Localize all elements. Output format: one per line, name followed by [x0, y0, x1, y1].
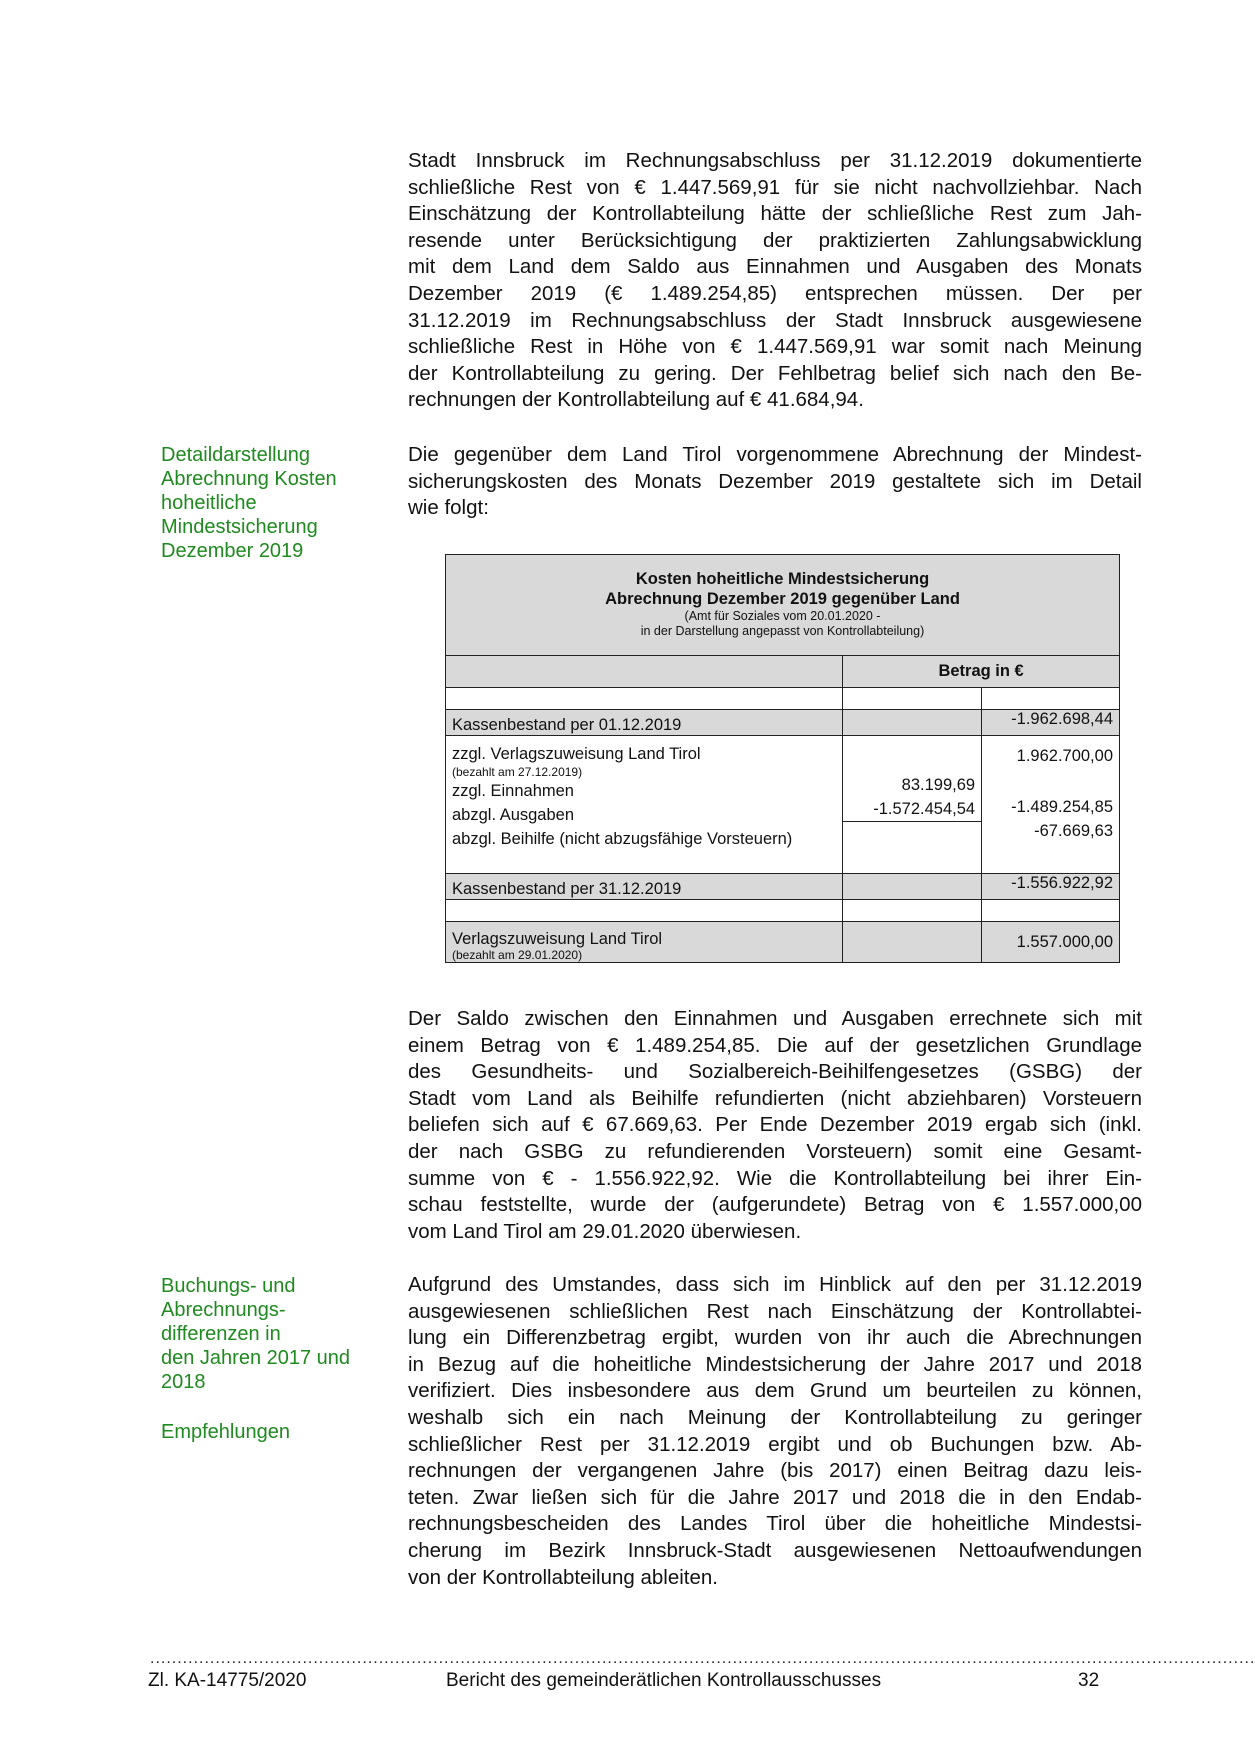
table-row: [446, 736, 1120, 874]
row-label: zzgl. Verlagszuweisung Land Tirol: [452, 745, 701, 763]
text-line: rechnungen der Kontrollabteilung auf € 41.684,94.: [408, 388, 864, 412]
side-note-buchungsdifferenzen: [161, 1274, 371, 1394]
text-line: sicherungskosten des Monats Dezember 2019 gestaltete sich im Detail: [408, 469, 1142, 493]
side-note-line: differenzen in: [161, 1323, 281, 1345]
sub-value: -1.572.454,54: [843, 797, 981, 822]
text-line: wie folgt:: [408, 496, 489, 520]
row-note: (bezahlt am 29.01.2020): [452, 948, 583, 962]
text-line: 31.12.2019 im Rechnungsabschluss der Stadt Innsbruck ausgewiesene: [408, 308, 1142, 332]
text-line: von der Kontrollabteilung ableiten.: [408, 1565, 718, 1589]
side-note-detaildarstellung: [161, 443, 371, 563]
text-line: lung ein Differenzbetrag ergibt, wurden von ihr auch die Abrechnungen: [408, 1326, 1142, 1350]
text-line: weshalb sich ein nach Meinung der Kontrollabteilung zu geringer: [408, 1405, 1142, 1429]
column-header-betrag: Betrag in €: [843, 656, 1120, 688]
side-note-line: Abrechnungs-: [161, 1299, 286, 1321]
text-line: Der Saldo zwischen den Einnahmen und Ausgaben errechnete sich mit: [408, 1007, 1142, 1030]
text-line: Einschätzung der Kontrollabteilung hätte der schließliche Rest zum Jah-: [408, 202, 1142, 226]
paragraph-4: [408, 1272, 1142, 1591]
text-line: Stadt Innsbruck im Rechnungsabschluss per 31.12.2019 dokumentierte: [408, 149, 1142, 172]
sub-value: 83.199,69: [901, 776, 976, 794]
table-row: [446, 710, 1120, 736]
table-header: [446, 555, 1120, 656]
paragraph-1: [408, 148, 1142, 414]
text-line: schließliche Rest in Höhe von € 1.447.569,91 war somit nach Meinung: [408, 335, 1142, 359]
text-line: verifiziert. Dies insbesondere aus dem Grund um beurteilen zu können,: [408, 1379, 1142, 1403]
table-title-2: Abrechnung Dezember 2019 gegenüber Land: [605, 590, 960, 608]
side-note-line: Buchungs- und: [161, 1275, 296, 1297]
table-title-1: Kosten hoheitliche Mindestsicherung: [635, 570, 930, 588]
paragraph-3: [408, 1006, 1142, 1245]
footer-divider: ...........................................................................................................................................................................................................: [150, 1650, 1255, 1667]
side-note-line: Empfehlungen: [161, 1421, 290, 1443]
side-note-line: Abrechnung Kosten: [161, 468, 337, 490]
text-line: der nach GSBG zu refundierenden Vorsteuern) somit eine Gesamt-: [408, 1139, 1142, 1163]
row-label: zzgl. Einnahmen: [452, 782, 574, 800]
text-line: einem Betrag von € 1.489.254,85. Die auf der gesetzlichen Grundlage: [408, 1033, 1142, 1057]
page-number: 32: [1078, 1670, 1100, 1691]
text-line: rechnungsbescheiden des Landes Tirol über die hoheitliche Mindestsi-: [408, 1512, 1142, 1536]
row-value: -1.962.698,44: [982, 710, 1120, 736]
side-note-line: Mindestsicherung: [161, 516, 318, 538]
row-value: -1.556.922,92: [982, 874, 1120, 900]
footer-reference: Zl. KA-14775/2020: [148, 1670, 307, 1691]
text-line: cherung im Bezirk Innsbruck-Stadt ausgewiesenen Nettoaufwendungen: [408, 1538, 1142, 1562]
table-subtitle-1: (Amt für Soziales vom 20.01.2020 -: [684, 609, 881, 623]
row-value: -1.489.254,85: [1011, 798, 1113, 816]
text-line: schließliche Rest von € 1.447.569,91 für sie nicht nachvollziehbar. Nach: [408, 175, 1142, 199]
table-row: [446, 922, 1120, 963]
row-value: 1.557.000,00: [982, 922, 1120, 963]
text-line: Stadt vom Land als Beihilfe refundierten (nicht abziehbaren) Vorsteuern: [408, 1086, 1142, 1110]
table-row: [446, 874, 1120, 900]
side-note-line: 2018: [161, 1371, 206, 1393]
text-line: rechnungen der vergangenen Jahre (bis 2017) einen Beitrag dazu leis-: [408, 1459, 1142, 1483]
text-line: Dezember 2019 (€ 1.489.254,85) entsprechen müssen. Der per: [408, 281, 1142, 305]
text-line: in Bezug auf die hoheitliche Mindestsicherung der Jahre 2017 und 2018: [408, 1352, 1142, 1376]
row-label: abzgl. Ausgaben: [452, 806, 575, 824]
text-line: des Gesundheits- und Sozialbereich-Beihilfengesetzes (GSBG) der: [408, 1060, 1142, 1084]
cost-table: [445, 554, 1120, 963]
row-label: Kassenbestand per 31.12.2019: [446, 874, 843, 900]
text-line: schließlicher Rest per 31.12.2019 ergibt und ob Buchungen bzw. Ab-: [408, 1432, 1142, 1456]
side-note-line: den Jahren 2017 und: [161, 1347, 351, 1369]
text-line: schau feststellte, wurde der (aufgerundete) Betrag von € 1.557.000,00: [408, 1193, 1142, 1217]
side-note-line: Detaildarstellung: [161, 444, 310, 466]
row-label: Verlagszuweisung Land Tirol: [452, 930, 663, 948]
table-subtitle-2: in der Darstellung angepasst von Kontrollabteilung): [640, 624, 925, 638]
text-line: beliefen sich auf € 67.669,63. Per Ende Dezember 2019 ergab sich (inkl.: [408, 1113, 1142, 1137]
text-line: der Kontrollabteilung zu gering. Der Fehlbetrag belief sich nach den Be-: [408, 361, 1142, 385]
text-line: Aufgrund des Umstandes, dass sich im Hinblick auf den per 31.12.2019: [408, 1273, 1142, 1296]
text-line: mit dem Land dem Saldo aus Einnahmen und Ausgaben des Monats: [408, 255, 1142, 279]
text-line: Die gegenüber dem Land Tirol vorgenommene Abrechnung der Mindest-: [408, 443, 1142, 466]
text-line: teten. Zwar ließen sich für die Jahre 2017 und 2018 die in den Endab-: [408, 1485, 1142, 1509]
row-label: abzgl. Beihilfe (nicht abzugsfähige Vorsteuern): [452, 830, 793, 848]
text-line: ausgewiesenen schließlichen Rest nach Einschätzung der Kontrollabtei-: [408, 1299, 1142, 1323]
side-note-line: Dezember 2019: [161, 540, 304, 562]
row-note: (bezahlt am 27.12.2019): [452, 765, 583, 779]
text-line: resende unter Berücksichtigung der praktizierten Zahlungsabwicklung: [408, 228, 1142, 252]
paragraph-2: [408, 442, 1142, 522]
row-value: 1.962.700,00: [1016, 747, 1113, 765]
footer-title: Bericht des gemeinderätlichen Kontrollausschusses: [446, 1670, 882, 1691]
text-line: summe von € - 1.556.922,92. Wie die Kontrollabteilung bei ihrer Ein-: [408, 1166, 1142, 1190]
side-note-line: hoheitliche: [161, 492, 257, 514]
side-note-empfehlungen: [161, 1420, 371, 1444]
row-label: Kassenbestand per 01.12.2019: [446, 710, 843, 736]
text-line: vom Land Tirol am 29.01.2020 überwiesen.: [408, 1219, 802, 1243]
row-value: -67.669,63: [1034, 822, 1113, 840]
